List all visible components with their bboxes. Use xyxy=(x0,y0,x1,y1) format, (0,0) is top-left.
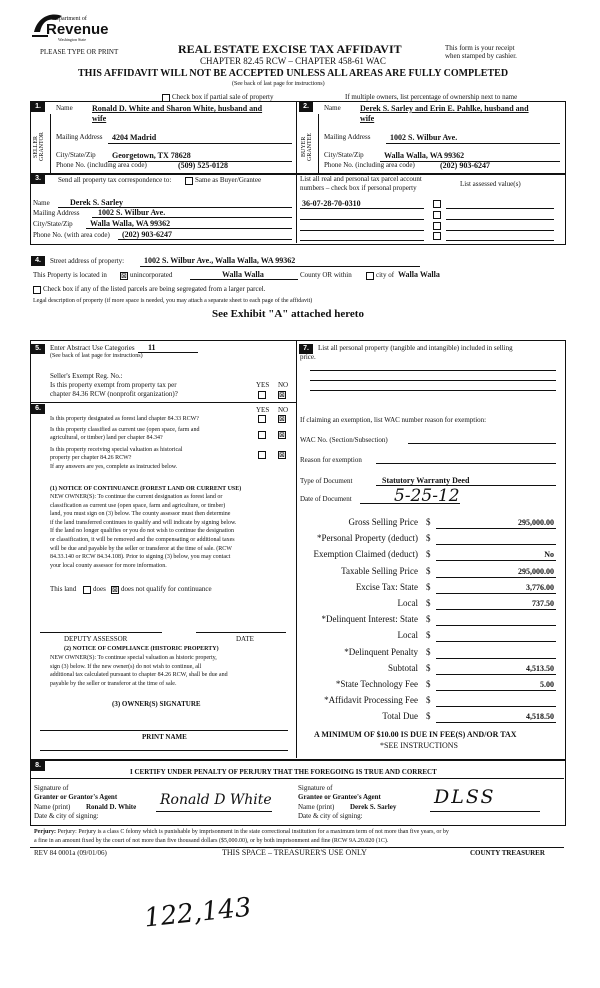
legal-description-label: Legal description of property (if more space is needed, you may attach a separate sheet to each page of the affidavit) xyxy=(33,298,313,304)
s3-city: Walla Walla, WA 99362 xyxy=(90,219,171,228)
unincorporated-checkbox[interactable]: ⊠ xyxy=(121,272,127,280)
notice-continuance-title: (1) NOTICE OF CONTINUANCE (FOREST LAND OR CURRENT USE) xyxy=(50,486,242,492)
s5-see-back: (See back of last page for instructions) xyxy=(50,353,143,359)
parcel-4-checkbox[interactable] xyxy=(433,232,441,240)
section-6-number: 6. xyxy=(31,404,45,414)
doc-date-label: Date of Document xyxy=(300,495,352,503)
multiple-owners-label: If multiple owners, list percentage of ownership next to name xyxy=(345,93,518,101)
same-as-buyer-label: Same as Buyer/Grantee xyxy=(195,176,262,184)
seller-phone: (509) 525-0128 xyxy=(178,161,228,170)
form-title: REAL ESTATE EXCISE TAX AFFIDAVIT xyxy=(178,42,402,56)
parcel-number: 36-07-28-70-0310 xyxy=(302,199,361,208)
section-2-number: 2. xyxy=(299,102,313,112)
amount-label: Total Due xyxy=(382,711,418,722)
s5-yes-header: YES xyxy=(256,381,270,389)
notice-continuance-line: 84.33.140 or RCW 84.34.108). Prior to signing (3) below, you may contact xyxy=(50,554,231,561)
form-revision: REV 84 0001a (09/01/06) xyxy=(34,849,107,857)
amount-label: *Personal Property (deduct) xyxy=(317,533,418,544)
buyer-phone: (202) 903-6247 xyxy=(440,161,490,170)
s3-phone-label: Phone No. (with area code) xyxy=(33,231,110,239)
segregated-label: Check box if any of the listed parcels are being segregated from a larger parcel. xyxy=(43,285,266,293)
does-not-label: does not qualify for continuance xyxy=(121,585,212,593)
exempt-reg-label: Seller's Exempt Reg. No.: xyxy=(50,372,123,380)
buyer-mailing-label: Mailing Address xyxy=(324,133,371,141)
notice-compliance-line: additional tax calculated pursuant to chapter 84.26 RCW, shall be due and xyxy=(50,672,228,679)
perjury-line-1: Perjury: Perjury: Perjury is a class C felony which is punishable by imprisonment in the state correctional institution for a maximum term of not more than five years, or by xyxy=(34,829,449,835)
amount-label: *Delinquent Interest: State xyxy=(321,614,418,625)
amount-label: Exemption Claimed (deduct) xyxy=(313,549,418,560)
section-7-number: 7. xyxy=(299,344,313,354)
notice-continuance-line: or classification, it will be removed and the compensating or additional taxes xyxy=(50,537,235,543)
exempt-yes-checkbox[interactable] xyxy=(258,391,266,399)
parcel-list-label-2: numbers – check box if personal property xyxy=(300,184,417,192)
amount-value: 295,000.00 xyxy=(518,566,554,576)
street-address: 1002 S. Wilbur Ave., Walla Walla, WA 99362 xyxy=(144,256,296,265)
receipt-note-1: This form is your receipt xyxy=(445,44,515,52)
buyer-city-label: City/State/Zip xyxy=(324,151,364,159)
handwritten-number: 122,143 xyxy=(142,892,253,934)
notice-continuance-line: if the land transferred continues to qualify and will indicate by signing below. xyxy=(50,519,237,526)
exempt-question-1: Is this property exempt from property tax per xyxy=(50,381,177,389)
s5-no-header: NO xyxy=(278,381,289,389)
see-instructions: *SEE INSTRUCTIONS xyxy=(380,741,459,750)
seller-phone-label: Phone No. (including area code) xyxy=(56,161,147,169)
amount-value: 4,513.50 xyxy=(526,663,554,673)
grantee-signature: DLSS xyxy=(434,786,496,808)
amount-underline xyxy=(436,674,556,675)
amount-underline xyxy=(436,560,556,561)
s3-city-label: City/State/Zip xyxy=(33,220,73,228)
amount-value: 4,518.50 xyxy=(526,712,554,722)
section-5-number: 5. xyxy=(31,344,45,354)
current-use-question-1: Is this property classified as current use (open space, farm and xyxy=(50,427,200,433)
seller-mailing-label: Mailing Address xyxy=(56,133,103,141)
county-or-label: County OR within xyxy=(300,271,352,279)
amount-currency: $ xyxy=(426,711,431,722)
s3-name-label: Name xyxy=(33,199,50,207)
please-type: PLEASE TYPE OR PRINT xyxy=(40,48,119,56)
parcel-2-checkbox[interactable] xyxy=(433,211,441,219)
exempt-no-checkbox[interactable]: ⊠ xyxy=(279,391,285,399)
amount-value: 3,776.00 xyxy=(526,582,554,592)
seller-name-label: Name xyxy=(56,104,73,112)
grantee-sig-label: Signature of xyxy=(298,784,333,792)
buyer-phone-label: Phone No. (including area code) xyxy=(324,161,415,169)
segregated-checkbox[interactable] xyxy=(33,286,41,294)
personal-property-label-1: List all personal property (tangible and intangible) included in selling xyxy=(318,344,513,352)
section-8-number: 8. xyxy=(31,761,45,771)
amount-underline xyxy=(436,544,556,545)
historic-no-checkbox[interactable]: ⊠ xyxy=(279,451,285,459)
city-of-name: Walla Walla xyxy=(398,270,440,279)
s6-no-header: NO xyxy=(278,406,289,414)
forest-land-question: Is this property designated as forest land chapter 84.33 RCW? xyxy=(50,416,199,422)
partial-sale-label: Check box if partial sale of property xyxy=(172,93,274,101)
doc-type: Statutory Warranty Deed xyxy=(382,476,470,485)
s3-mailing-label: Mailing Address xyxy=(33,209,80,217)
wac-number-label: WAC No. (Section/Subsection) xyxy=(300,436,388,444)
dept-top: Department of xyxy=(52,16,87,22)
amount-currency: $ xyxy=(426,679,431,689)
notice-continuance-line: classification as current use (open space, farm and agriculture, or timber) xyxy=(50,502,226,509)
grantee-name-print-label: Name (print) xyxy=(298,803,335,811)
abstract-use-label: Enter Abstract Use Categories xyxy=(50,344,135,352)
amount-underline xyxy=(436,593,556,594)
amount-currency: $ xyxy=(426,517,431,527)
parcel-1-checkbox[interactable] xyxy=(433,200,441,208)
amount-underline xyxy=(436,641,556,642)
parcel-list-label-1: List all real and personal tax parcel account xyxy=(300,175,422,183)
parcel-3-checkbox[interactable] xyxy=(433,222,441,230)
amount-label: Local xyxy=(397,598,418,608)
grantor-signature: Ronald D White xyxy=(160,792,272,808)
amount-currency: $ xyxy=(426,581,431,592)
dept-name: Revenue xyxy=(46,21,109,38)
amount-currency: $ xyxy=(426,533,431,544)
exempt-question-2: chapter 84.36 RCW (nonprofit organization)? xyxy=(50,390,178,398)
grantor-date-city-label: Date & city of signing: xyxy=(34,812,99,820)
seller-mailing: 4204 Madrid xyxy=(112,133,157,142)
amount-value: 737.50 xyxy=(532,599,554,608)
does-label: does xyxy=(93,585,106,593)
amount-label: *Delinquent Penalty xyxy=(344,646,418,657)
notice-compliance-line: NEW OWNER(S): To continue special valuation as historic property, xyxy=(50,655,217,661)
seller-side-label: SELLER GRANTOR xyxy=(33,132,45,162)
see-back: (See back of last page for instructions) xyxy=(232,81,325,87)
amount-label: Excise Tax: State xyxy=(355,581,418,592)
doc-type-label: Type of Document xyxy=(300,477,353,485)
section-4-number: 4. xyxy=(31,256,45,266)
section-1-number: 1. xyxy=(31,102,45,112)
amount-underline xyxy=(436,690,556,691)
forest-no-checkbox[interactable]: ⊠ xyxy=(279,415,285,423)
amount-currency: $ xyxy=(426,646,431,657)
deputy-assessor-label: DEPUTY ASSESSOR xyxy=(64,635,128,643)
seller-city-label: City/State/Zip xyxy=(56,151,96,159)
s3-phone: (202) 903-6247 xyxy=(122,230,172,239)
form-chapter: CHAPTER 82.45 RCW – CHAPTER 458-61 WAC xyxy=(200,56,386,66)
amount-currency: $ xyxy=(426,662,431,673)
notice-compliance-title: (2) NOTICE OF COMPLIANCE (HISTORIC PROPERTY) xyxy=(64,646,219,652)
amount-currency: $ xyxy=(426,565,431,576)
grantor-name: Ronald D. White xyxy=(86,803,137,811)
buyer-name: Derek S. Sarley and Erin E. Pahlke, husband and xyxy=(360,104,529,113)
section-3-number: 3. xyxy=(31,174,45,184)
amount-underline xyxy=(436,577,556,578)
s3-mailing: 1002 S. Wilbur Ave. xyxy=(98,208,166,217)
send-correspondence-label: Send all property tax correspondence to: xyxy=(58,176,172,184)
same-as-buyer-checkbox[interactable] xyxy=(185,177,193,185)
owner-signature-label: (3) OWNER(S) SIGNATURE xyxy=(112,700,201,708)
historic-question-2: property per chapter 84.26 RCW? xyxy=(50,455,132,461)
amount-underline xyxy=(436,609,556,610)
historic-question-1: Is this property receiving special valuation as historical xyxy=(50,447,183,453)
dept-state: Washington State xyxy=(58,37,87,42)
assessed-value-label: List assessed value(s) xyxy=(460,180,521,188)
s6-yes-header: YES xyxy=(256,406,270,414)
notice-compliance-line: sign (3) below. If the new owner(s) do not wish to continue, all xyxy=(50,663,202,670)
grantee-agent-label: Grantee or Grantee's Agent xyxy=(298,793,381,801)
amount-currency: $ xyxy=(426,614,431,625)
amount-value: 295,000.00 xyxy=(518,518,554,527)
notice-continuance-line: If the land no longer qualifies or you do not wish to continue the designation xyxy=(50,528,234,535)
amount-currency: $ xyxy=(426,695,431,706)
notice-continuance-line: NEW OWNER(S): To continue the current designation as forest land or xyxy=(50,494,223,500)
amount-label: *Affidavit Processing Fee xyxy=(324,695,418,706)
seller-name-2: wife xyxy=(92,114,107,123)
amount-underline xyxy=(436,658,556,659)
date-label: DATE xyxy=(236,635,254,643)
amount-label: Gross Selling Price xyxy=(348,517,418,527)
doc-date: 5-25-12 xyxy=(394,486,460,506)
amount-underline xyxy=(436,706,556,707)
receipt-note-2: when stamped by cashier. xyxy=(445,52,517,60)
notice-continuance-line: land, you must sign on (3) below. The county assessor must then determine xyxy=(50,511,231,518)
print-name-label: PRINT NAME xyxy=(142,733,187,741)
seller-city: Georgetown, TX 78628 xyxy=(112,151,191,160)
grantor-name-print-label: Name (print) xyxy=(34,803,71,811)
buyer-side-label: BUYER GRANTEE xyxy=(301,133,313,161)
abstract-use-value: 11 xyxy=(148,343,156,352)
grantee-name: Derek S. Sarley xyxy=(350,803,397,811)
amount-underline xyxy=(436,722,556,723)
perjury-text-1: Perjury: Perjury is a class C felony which is punishable by imprisonment in the state correctional institution for a maximum term of not more than five years, or by xyxy=(57,829,449,835)
this-land-label: This land xyxy=(50,585,77,593)
amount-underline xyxy=(436,528,556,529)
historic-yes-checkbox[interactable] xyxy=(258,451,266,459)
buyer-name-2: wife xyxy=(360,114,375,123)
minimum-fee-note: A MINIMUM OF $10.00 IS DUE IN FEE(S) AND/OR TAX xyxy=(314,730,517,739)
current-use-question-2: agricultural, or timber) land per chapter 84.34? xyxy=(50,435,163,441)
does-qualify-checkbox[interactable] xyxy=(83,586,91,594)
located-label: This Property is located in xyxy=(33,271,107,279)
current-use-no-checkbox[interactable]: ⊠ xyxy=(279,431,285,439)
amount-underline xyxy=(436,625,556,626)
notice-continuance-line: your local county assessor for more information. xyxy=(50,562,167,569)
buyer-name-label: Name xyxy=(324,104,341,112)
grantor-sig-label: Signature of xyxy=(34,784,69,792)
amount-currency: $ xyxy=(426,598,431,608)
treasurer-space-label: THIS SPACE – TREASURER'S USE ONLY xyxy=(222,848,367,857)
current-use-yes-checkbox[interactable] xyxy=(258,431,266,439)
seller-name: Ronald D. White and Sharon White, husband and xyxy=(92,104,263,113)
does-not-qualify-checkbox[interactable]: ⊠ xyxy=(112,586,118,594)
forest-yes-checkbox[interactable] xyxy=(258,415,266,423)
buyer-mailing: 1002 S. Wilbur Ave. xyxy=(390,133,458,142)
street-address-label: Street address of property: xyxy=(50,257,125,265)
amount-label: Taxable Selling Price xyxy=(341,565,418,576)
amount-label: Local xyxy=(397,630,418,641)
notice-continuance-line: will be due and payable by the seller or transferor at the time of sale. (RCW xyxy=(50,545,232,552)
exhibit-reference: See Exhibit "A" attached hereto xyxy=(212,308,364,320)
grantee-date-city-label: Date & city of signing: xyxy=(298,812,363,820)
amount-label: *State Technology Fee xyxy=(335,679,418,689)
within-city-checkbox[interactable] xyxy=(366,272,374,280)
form-warning: THIS AFFIDAVIT WILL NOT BE ACCEPTED UNLESS ALL AREAS ARE FULLY COMPLETED xyxy=(78,68,509,79)
perjury-line-2: a fine in an amount fixed by the court of not more than five thousand dollars ($5,000.00), or by both imprisonment and fine (RCW 9A.20.020 (1C). xyxy=(34,838,389,844)
s3-name: Derek S. Sarley xyxy=(70,198,123,207)
personal-property-label-2: price. xyxy=(300,353,316,361)
if-yes-note: If any answers are yes, complete as instructed below. xyxy=(50,464,178,470)
grantor-agent-label: Granter or Grantor's Agent xyxy=(34,793,118,801)
unincorporated-label: unincorporated xyxy=(130,271,173,279)
notice-compliance-line: payable by the seller or transferor at the time of sale. xyxy=(50,680,177,687)
amount-currency: $ xyxy=(426,630,431,641)
county-treasurer-label: COUNTY TREASURER xyxy=(470,849,545,857)
amount-label: Subtotal xyxy=(387,662,418,673)
amount-value: 5.00 xyxy=(540,680,554,689)
amount-value: No xyxy=(544,550,554,560)
amount-currency: $ xyxy=(426,549,431,560)
city-of-label: city of xyxy=(376,271,395,279)
buyer-city: Walla Walla, WA 99362 xyxy=(384,151,465,160)
wac-claim-label: If claiming an exemption, list WAC number reason for exemption: xyxy=(300,416,487,424)
county-name: Walla Walla xyxy=(222,270,264,279)
exemption-reason-label: Reason for exemption xyxy=(300,456,362,464)
certify-statement: I CERTIFY UNDER PENALTY OF PERJURY THAT THE FOREGOING IS TRUE AND CORRECT xyxy=(130,768,437,776)
